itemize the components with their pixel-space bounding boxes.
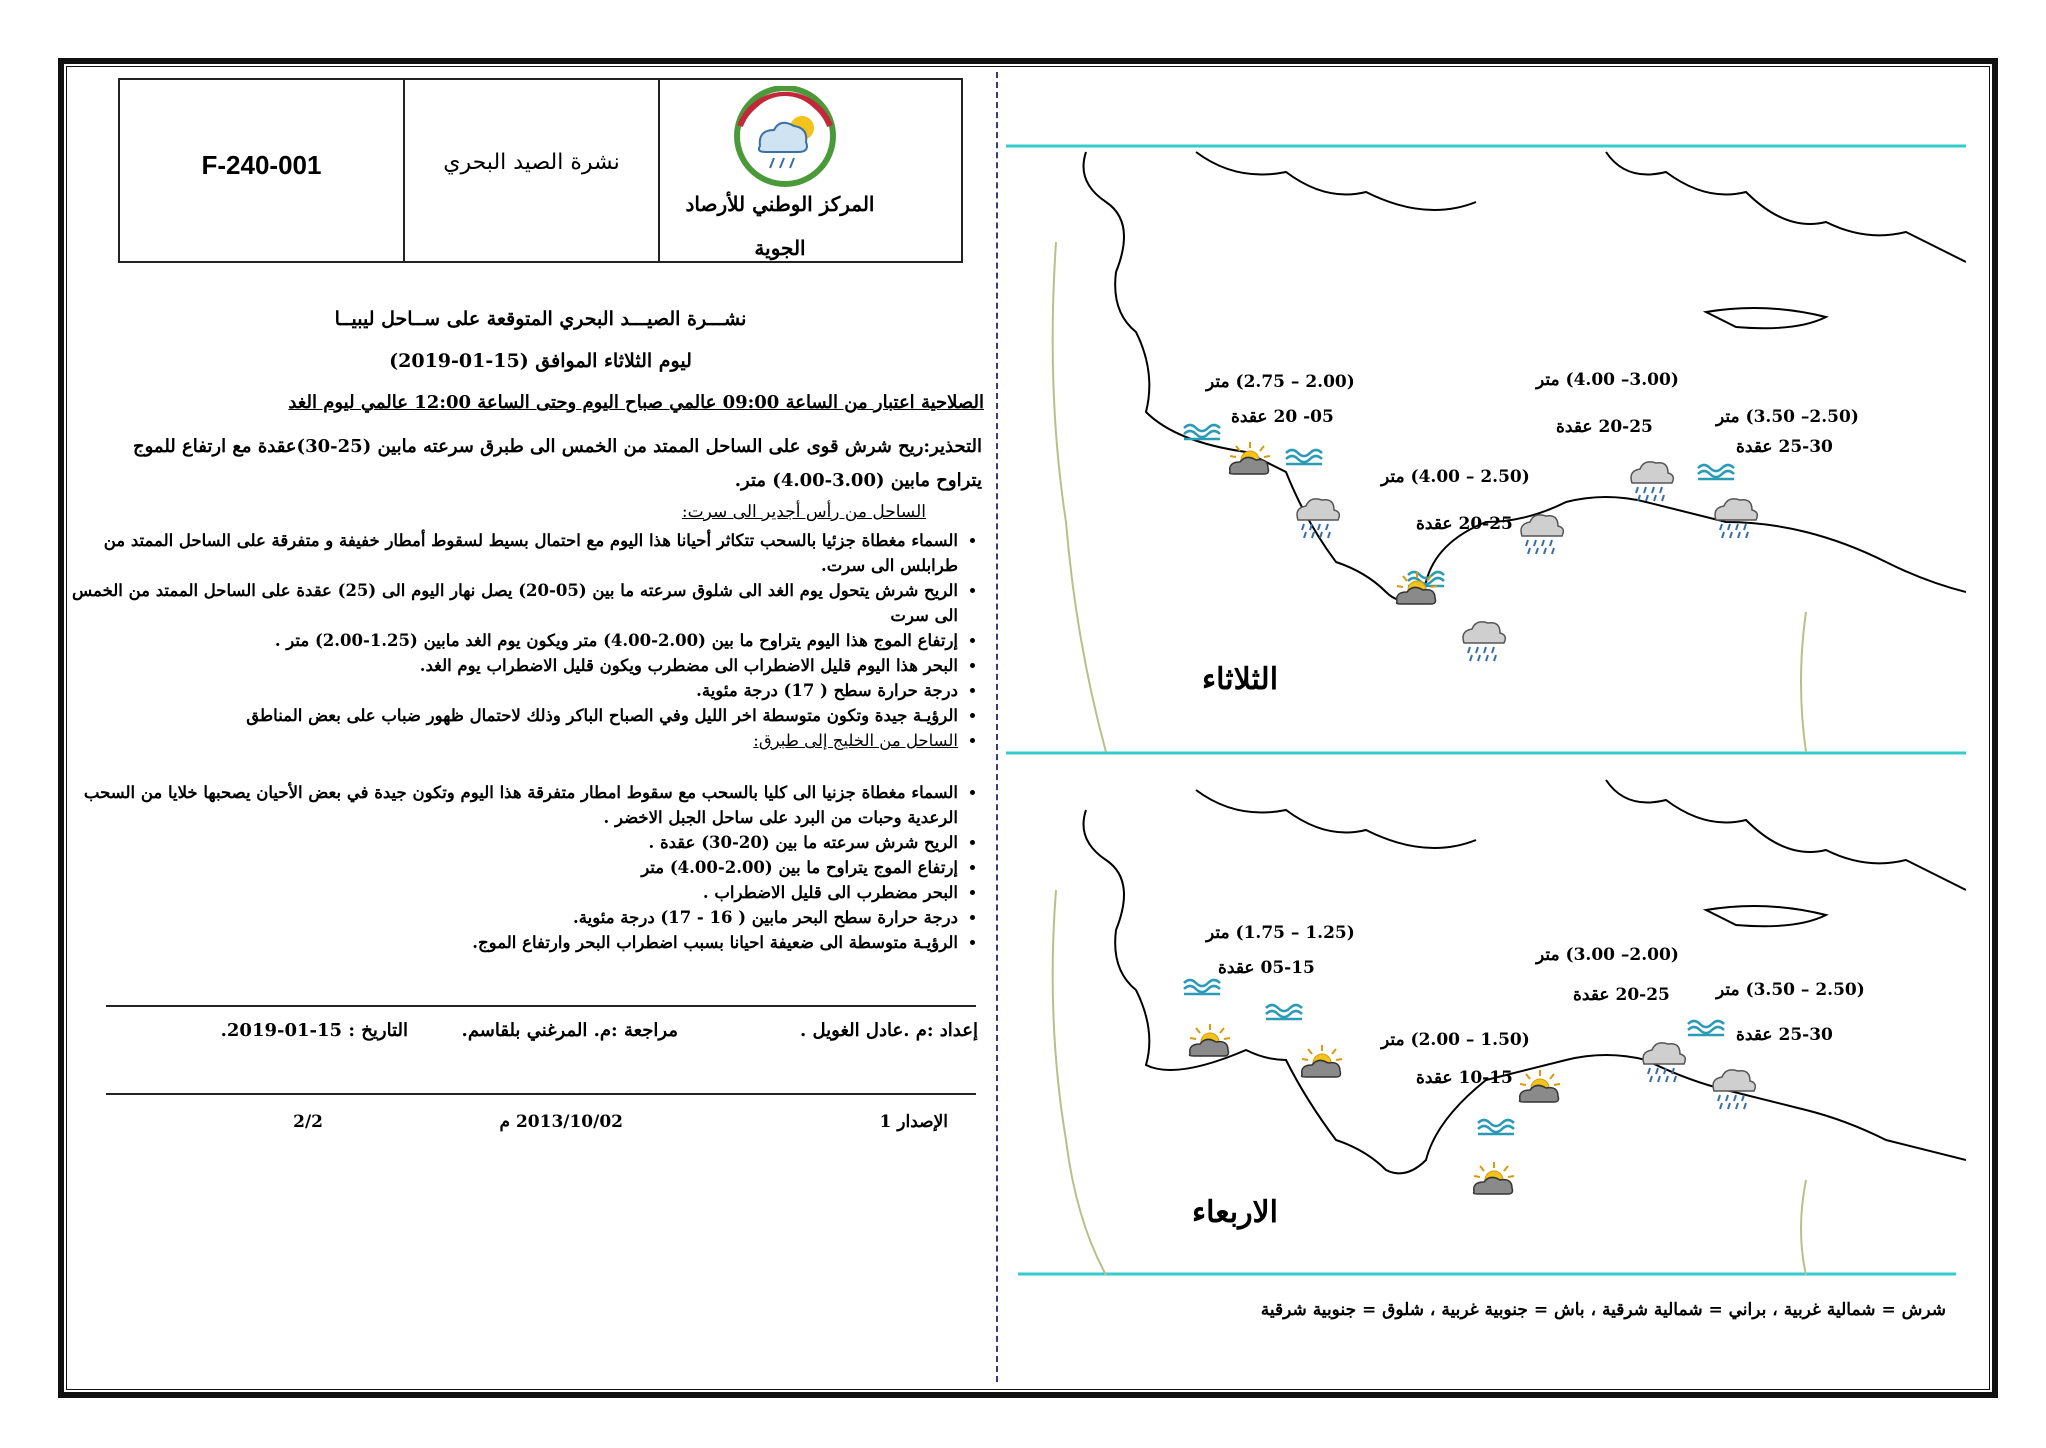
org-name [665,182,895,270]
rain-cloud-icon [1638,1038,1688,1084]
wind-speed-mid: 10-15 عقدة [1416,1068,1513,1088]
list-item: • السماء مغطاة جزنيا الى كليا بالسحب مع سقوط امطار متفرقة هذا اليوم وتكون جيدة في بعض الأحيان يصحبها خلايا من السحب الرعدية وحبات من البرد على ساحل الجبل الاخضر . [58,780,958,830]
wave-height-mid: (1.50 – 2.00) متر [1381,1030,1530,1050]
separator-line [106,1005,976,1007]
list-item: • البحر مضطرب الى قليل الاضطراب . [58,880,958,905]
section1-heading: الساحل من رأس أجدير الى سرت: [681,502,926,522]
bulletin-date-line: ليوم الثلاثاء الموافق (15-01-2019) [389,350,692,372]
wave-height-ne: (2.00– 3.00) متر [1536,945,1679,965]
separator-line [106,1093,976,1095]
partly-cloudy-icon [1391,570,1441,606]
wave-height-ne: (3.00– 4.00) متر [1536,370,1679,390]
header-code-cell [120,80,405,261]
wind-speed-west: 05-15 عقدة [1218,958,1315,978]
partly-cloudy-icon [1468,1160,1518,1196]
partly-cloudy-icon [1296,1043,1346,1079]
wind-speed-ne: 20-25 عقدة [1573,985,1670,1005]
footer-row [118,1112,978,1142]
rain-cloud-icon [1626,457,1676,503]
warning-text: التحذير:ريح شرش قوى على الساحل الممتد من الخمس الى طبرق سرعته مابين (25-30)عقدة مع ارتفاع للموج يتراوح مابين (3.00-4.00) متر. [133,436,982,491]
wind-legend: شرش = شمالية غربية ، براني = شمالية شرقية ، باش = جنوبية غربية ، شلوق = جنوبية شرقية [1260,1300,1946,1320]
page-divider [996,72,998,1382]
wave-height-mid: (2.50 – 4.00) متر [1381,467,1530,487]
partly-cloudy-icon [1514,1068,1564,1104]
list-item: • الرؤيـة جيدة وتكون متوسطة اخر الليل وفي الصباح الباكر وذلك لاحتمال ظهور ضباب على بعض المناطق [58,703,958,728]
bulletin-title: نشـــرة الصيـــد البحري المتوقعة على ســاحل ليبيــا [334,308,747,330]
list-item: • درجة حرارة سطح ( 17) درجة مئوية. [58,678,958,703]
waves-icon [1476,1115,1516,1139]
section2-heading: الساحل من الخليج إلى طبرق: [753,731,958,750]
author: إعداد :م .عادل الغويل . [799,1020,978,1041]
list-item: • البحر هذا اليوم قليل الاضطراب الى مضطرب ويكون قليل الاضطراب يوم الغد. [58,653,958,678]
org-name-line2: الجوية [754,236,806,260]
coastline-map [1006,760,1966,1280]
reviewer: مراجعة :م. المرغني بلقاسم. [461,1020,678,1041]
list-item: • السماء مغطاة جزئيا بالسحب تتكاثر أحيانا هذا اليوم مع احتمال بسيط لسقوط أمطار خفيفة و متفرقة على الساحل الممتد من طرابلس الى سرت. [58,528,958,578]
waves-icon [1182,975,1222,999]
map-tuesday [1006,142,1966,757]
waves-icon [1284,445,1324,469]
header-logo-cell [660,80,961,261]
section2-list [58,780,980,955]
waves-icon [1182,420,1222,444]
met-center-logo-icon [730,86,840,192]
rain-cloud-icon [1710,494,1760,540]
form-code: F-240-001 [201,150,322,180]
wind-speed-east: 25-30 عقدة [1736,437,1833,457]
waves-icon [1696,460,1736,484]
wind-speed-west: 05- 20 عقدة [1231,407,1334,427]
rain-cloud-icon [1292,494,1342,540]
day-label-wednesday: الاربعاء [1192,1195,1279,1230]
validity-line: الصلاحية اعتبار من الساعة 09:00 عالمي صباح اليوم وحتى الساعة 12:00 عالمي ليوم الغد [288,392,984,413]
partly-cloudy-icon [1184,1022,1234,1058]
day-label-tuesday: الثلاثاء [1202,662,1279,697]
wind-speed-mid: 20-25 عقدة [1416,514,1513,534]
list-item: • درجة حرارة سطح البحر مابين ( 16 - 17) درجة مئوية. [58,905,958,930]
header-table [118,78,963,263]
list-item: • الرؤيـة متوسطة الى ضعيفة احيانا بسبب اضطراب البحر وارتفاع الموج. [58,930,958,955]
prepared-row [118,1020,978,1050]
wave-height-east: (2.50 – 3.50) متر [1716,980,1865,1000]
rain-cloud-icon [1458,617,1508,663]
list-item: • الريح شرش يتحول يوم الغد الى شلوق سرعته ما بين (05-20) يصل نهار اليوم الى (25) عقدة على الساحل الممتد من الخمس الى سرت [58,578,958,628]
waves-icon [1264,1000,1304,1024]
wave-height-west: (1.25 – 1.75) متر [1206,923,1355,943]
org-name-line1: المركز الوطني للأرصاد [685,192,875,216]
rain-cloud-icon [1516,510,1566,556]
edition: الإصدار 1 [879,1112,948,1132]
page-number: 2/2 [293,1112,323,1132]
partly-cloudy-icon [1224,440,1274,476]
edition-date: 2013/10/02 م [499,1112,623,1132]
list-item [58,728,958,753]
list-item: • الريح شرش سرعته ما بين (20-30) عقدة . [58,830,958,855]
issue-date: التاريخ : 15-01-2019. [220,1020,408,1041]
waves-icon [1686,1016,1726,1040]
list-item: • إرتفاع الموج يتراوح ما بين (2.00-4.00) متر [58,855,958,880]
list-item: • إرتفاع الموج هذا اليوم يتراوح ما بين (2.00-4.00) متر ويكون يوم الغد مابين (1.25-2.00) متر . [58,628,958,653]
rain-cloud-icon [1708,1065,1758,1111]
header-title-cell [405,80,660,261]
wind-speed-ne: 20-25 عقدة [1556,417,1653,437]
wave-height-west: (2.00 – 2.75) متر [1206,372,1355,392]
section1-list [58,528,980,753]
wind-speed-east: 25-30 عقدة [1736,1025,1833,1045]
wave-height-east: (2.50– 3.50) متر [1716,407,1859,427]
bulletin-name: نشرة الصيد البحري [443,150,620,175]
map-wednesday [1006,760,1966,1280]
